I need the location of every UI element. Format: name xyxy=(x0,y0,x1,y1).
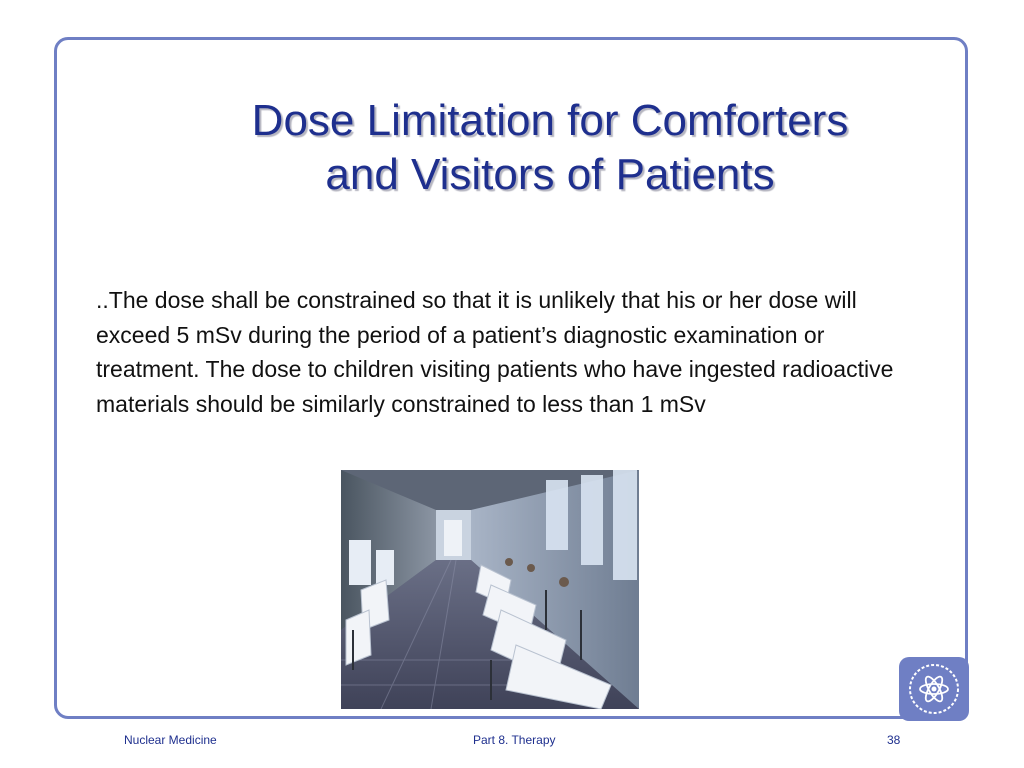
slide-title-line-1: Dose Limitation for Comforters xyxy=(251,96,849,145)
footer-course-name: Nuclear Medicine xyxy=(124,733,217,747)
slide-title xyxy=(150,94,950,202)
footer-page-number: 38 xyxy=(887,733,901,747)
slide-body-text: ..The dose shall be constrained so that it is unlikely that his or her dose will exceed 5 mSv during the period of a patient’s diagnostic examination or treatment. The dose to children visiting patients who have ingested radioactive materials should be similarly constrained to less than 1 mSv xyxy=(96,287,894,417)
footer-section-name: Part 8. Therapy xyxy=(473,733,556,747)
hospital-ward-photo xyxy=(341,470,639,709)
iaea-atom-emblem-icon xyxy=(899,657,969,721)
slide-title-line-2: and Visitors of Patients xyxy=(325,150,775,199)
